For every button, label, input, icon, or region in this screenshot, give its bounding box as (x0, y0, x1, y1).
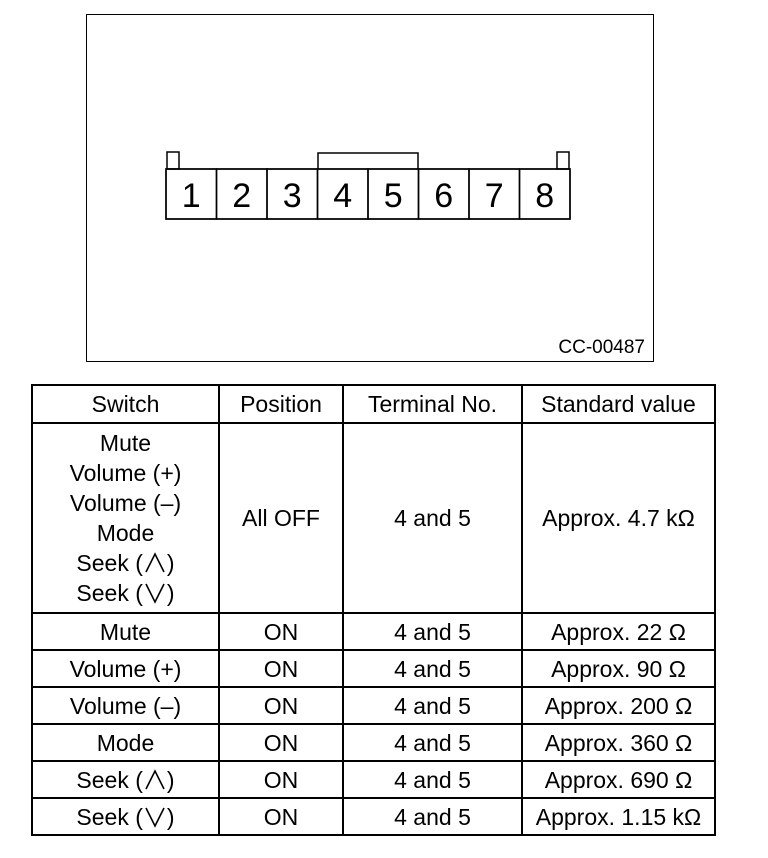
table-row (32, 798, 715, 835)
seek-suffix: ) (166, 766, 175, 793)
value-cell: Approx. 90 Ω (522, 650, 715, 687)
terminal-number: 2 (232, 177, 252, 215)
header-position: Position (219, 385, 343, 423)
center-key (318, 153, 418, 169)
terminal-cell: 4 and 5 (343, 687, 522, 724)
seek-suffix: ) (166, 803, 175, 830)
value-cell: Approx. 690 Ω (522, 761, 715, 798)
terminal-number: 5 (383, 177, 403, 215)
terminal-number: 8 (535, 177, 555, 215)
terminal-number: 1 (181, 177, 201, 215)
position-cell: ON (219, 613, 343, 650)
position-cell: All OFF (219, 423, 343, 613)
value-cell: Approx. 4.7 kΩ (522, 423, 715, 613)
down-chevron-icon (144, 806, 166, 828)
position-cell: ON (219, 724, 343, 761)
switch-volume-down: Volume (–) (69, 490, 182, 516)
value-cell: Approx. 1.15 kΩ (522, 798, 715, 835)
switch-list-cell (32, 423, 219, 613)
terminal-number: 4 (333, 177, 353, 215)
switch-cell: Volume (+) (32, 650, 219, 687)
table-row (32, 687, 715, 724)
table-row (32, 724, 715, 761)
value-cell: Approx. 200 Ω (522, 687, 715, 724)
up-chevron-icon (144, 552, 166, 574)
table-row (32, 761, 715, 798)
switch-seek-up (33, 548, 218, 578)
seek-label: Seek ( (76, 766, 143, 793)
header-standard-value: Standard value (522, 385, 715, 423)
down-chevron-icon (144, 582, 166, 604)
header-switch: Switch (32, 385, 219, 423)
seek-up-label: Seek ( (76, 550, 143, 576)
table-header-row (32, 385, 715, 423)
terminal-cell: 4 and 5 (343, 423, 522, 613)
value-cell: Approx. 360 Ω (522, 724, 715, 761)
table-row (32, 650, 715, 687)
left-latch (167, 152, 179, 169)
figure-code: CC-00487 (558, 337, 645, 358)
switch-cell: Volume (–) (32, 687, 219, 724)
right-latch (557, 152, 569, 169)
terminal-cell: 4 and 5 (343, 650, 522, 687)
position-cell: ON (219, 650, 343, 687)
connector-drawing (87, 15, 655, 363)
switch-volume-up: Volume (+) (69, 460, 182, 486)
switch-cell: Mute (32, 613, 219, 650)
seek-up-suffix: ) (166, 550, 175, 576)
header-terminal: Terminal No. (343, 385, 522, 423)
terminal-number: 7 (484, 177, 504, 215)
switch-cell: Mode (32, 724, 219, 761)
seek-label: Seek ( (76, 803, 143, 830)
position-cell: ON (219, 761, 343, 798)
seek-down-label: Seek ( (76, 580, 143, 606)
value-cell: Approx. 22 Ω (522, 613, 715, 650)
terminal-cell: 4 and 5 (343, 724, 522, 761)
spec-table (31, 384, 716, 836)
terminal-number: 3 (282, 177, 302, 215)
terminal-cell: 4 and 5 (343, 761, 522, 798)
up-chevron-icon (144, 769, 166, 791)
seek-down-suffix: ) (166, 580, 175, 606)
switch-mute: Mute (99, 430, 152, 456)
switch-seek-down (33, 578, 218, 608)
terminal-cell: 4 and 5 (343, 613, 522, 650)
switch-mode: Mode (96, 520, 155, 546)
table-row (32, 613, 715, 650)
switch-cell (32, 761, 219, 798)
switch-cell (32, 798, 219, 835)
position-cell: ON (219, 687, 343, 724)
terminal-cell: 4 and 5 (343, 798, 522, 835)
position-cell: ON (219, 798, 343, 835)
table-row-all-off (32, 423, 715, 613)
terminal-number: 6 (434, 177, 454, 215)
connector-diagram (86, 14, 654, 362)
